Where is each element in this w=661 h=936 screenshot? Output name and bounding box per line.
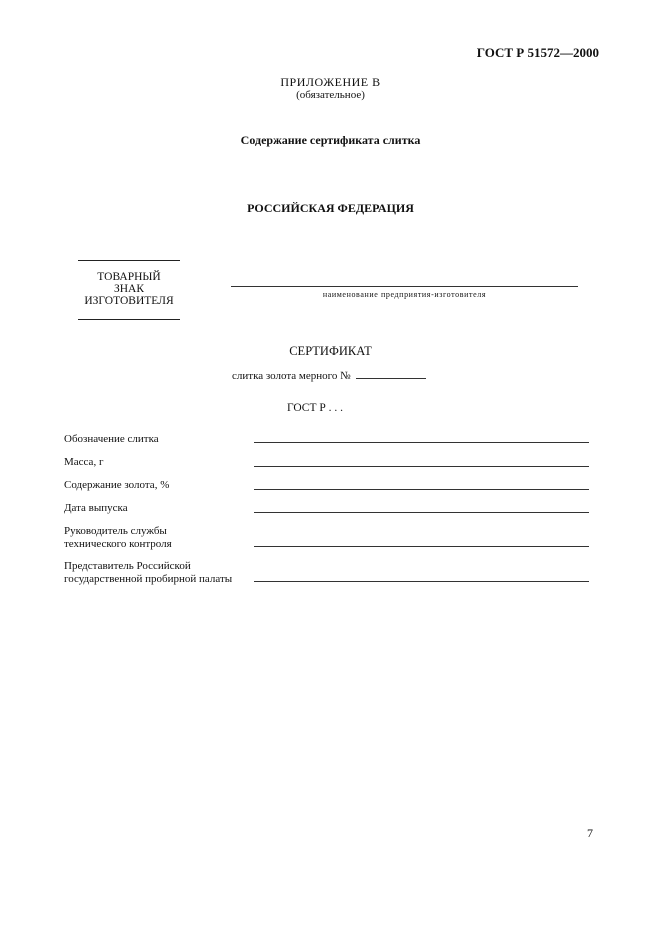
certificate-number-blank	[356, 368, 426, 379]
certificate-subtitle	[232, 368, 426, 382]
field-label-line: государственной пробирной палаты	[64, 572, 233, 585]
field-label-issue-date	[64, 502, 128, 515]
field-label-line: Содержание золота, %	[64, 479, 170, 491]
field-line-mass	[254, 466, 589, 467]
trademark-line: ИЗГОТОВИТЕЛЯ	[84, 295, 174, 307]
field-label-gold-content	[64, 479, 169, 492]
annex-title: ПРИЛОЖЕНИЕ В	[280, 75, 381, 89]
section-title: Содержание сертификата слитка	[240, 133, 421, 147]
field-label-line: Масса, г	[64, 456, 104, 468]
field-line-gold-content	[254, 489, 589, 490]
manufacturer-name-line	[231, 286, 578, 287]
trademark-line: ЗНАК	[113, 283, 145, 295]
annex-note: (обязательное)	[296, 89, 365, 101]
gost-reference: ГОСТ Р . . .	[287, 402, 344, 414]
standard-code: ГОСТ Р 51572—2000	[476, 45, 599, 60]
field-line-issue-date	[254, 512, 589, 513]
trademark-line: ТОВАРНЫЙ	[97, 271, 161, 283]
field-label-bar-designation	[64, 433, 159, 446]
certificate-subtitle-text: слитка золота мерного №	[232, 370, 351, 382]
field-line-bar-designation	[254, 442, 589, 443]
field-label-line: Руководитель службы	[64, 525, 167, 537]
field-label-line: Дата выпуска	[64, 502, 128, 514]
manufacturer-caption: наименование предприятия-изготовителя	[322, 290, 487, 299]
field-label-line: Представитель Российской	[64, 560, 191, 572]
trademark-text	[78, 271, 180, 307]
field-label-qc-head	[64, 525, 172, 550]
country-heading: РОССИЙСКАЯ ФЕДЕРАЦИЯ	[247, 201, 414, 215]
page-number: 7	[587, 826, 593, 840]
field-line-qc-head	[254, 546, 589, 547]
field-label-assay-representative	[64, 560, 232, 585]
certificate-title: СЕРТИФИКАТ	[289, 344, 372, 358]
field-label-line: технического контроля	[64, 537, 172, 550]
field-label-mass	[64, 456, 103, 469]
field-line-assay-representative	[254, 581, 589, 582]
trademark-block	[78, 260, 180, 320]
field-label-line: Обозначение слитка	[64, 433, 159, 445]
